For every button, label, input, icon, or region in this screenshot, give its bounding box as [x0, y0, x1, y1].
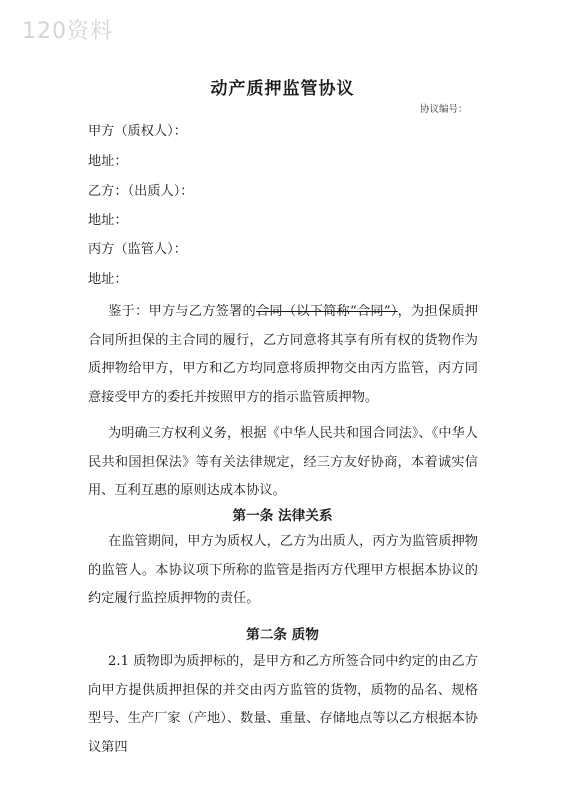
party-a-address: 地址：	[88, 154, 128, 169]
agreement-number-label: 协议编号：	[420, 104, 468, 115]
article-1-paragraph	[88, 528, 478, 614]
party-b-address: 地址：	[88, 213, 128, 228]
party-c-address: 地址：	[88, 272, 128, 287]
watermark: 120资料	[22, 19, 113, 44]
article-2-heading: 第二条 质物	[246, 627, 319, 643]
whereas-paragraph	[88, 298, 478, 412]
article-1-heading: 第一条 法律关系	[232, 508, 333, 524]
party-b-line: 乙方：（出质人）：	[88, 184, 194, 199]
whereas-after: ，为担保质押合同所担保的主合同的履行，乙方同意将其享有所有权的货物作为质押物给甲方，甲方和乙方均同意将质押物交由丙方监管，丙方同意接受甲方的委托并按照甲方的指示监管质押物。	[88, 304, 479, 405]
party-a-line: 甲方（质权人）：	[88, 124, 187, 139]
purpose-text: 为明确三方权利义务，根据《中华人民共和国合同法》、《中华人民共和国担保法》等有关法律规定，经三方友好协商，本着诚实信用、互利互惠的原则达成本协议。	[88, 426, 478, 498]
purpose-paragraph	[88, 420, 478, 506]
whereas-struck-text: 合同（以下简称“合同”）	[255, 304, 398, 319]
article-2-text: 2.1 质物即为质押标的，是甲方和乙方所签合同中约定的由乙方向甲方提供质押担保的并交由丙方监管的货物，质物的品名、规格型号、生产厂家（产地）、数量、重量、存储地点等以乙方根据本协议第四	[88, 654, 478, 755]
document-title: 动产质押监管协议	[210, 79, 355, 99]
party-c-line: 丙方（监管人）：	[88, 242, 187, 257]
article-2-paragraph	[88, 648, 478, 762]
whereas-before: 鉴于：甲方与乙方签署的	[108, 304, 256, 319]
article-1-text: 在监管期间，甲方为质权人，乙方为出质人，丙方为监管质押物的监管人。本协议项下所称的监管是指丙方代理甲方根据本协议的约定履行监控质押物的责任。	[88, 534, 478, 606]
